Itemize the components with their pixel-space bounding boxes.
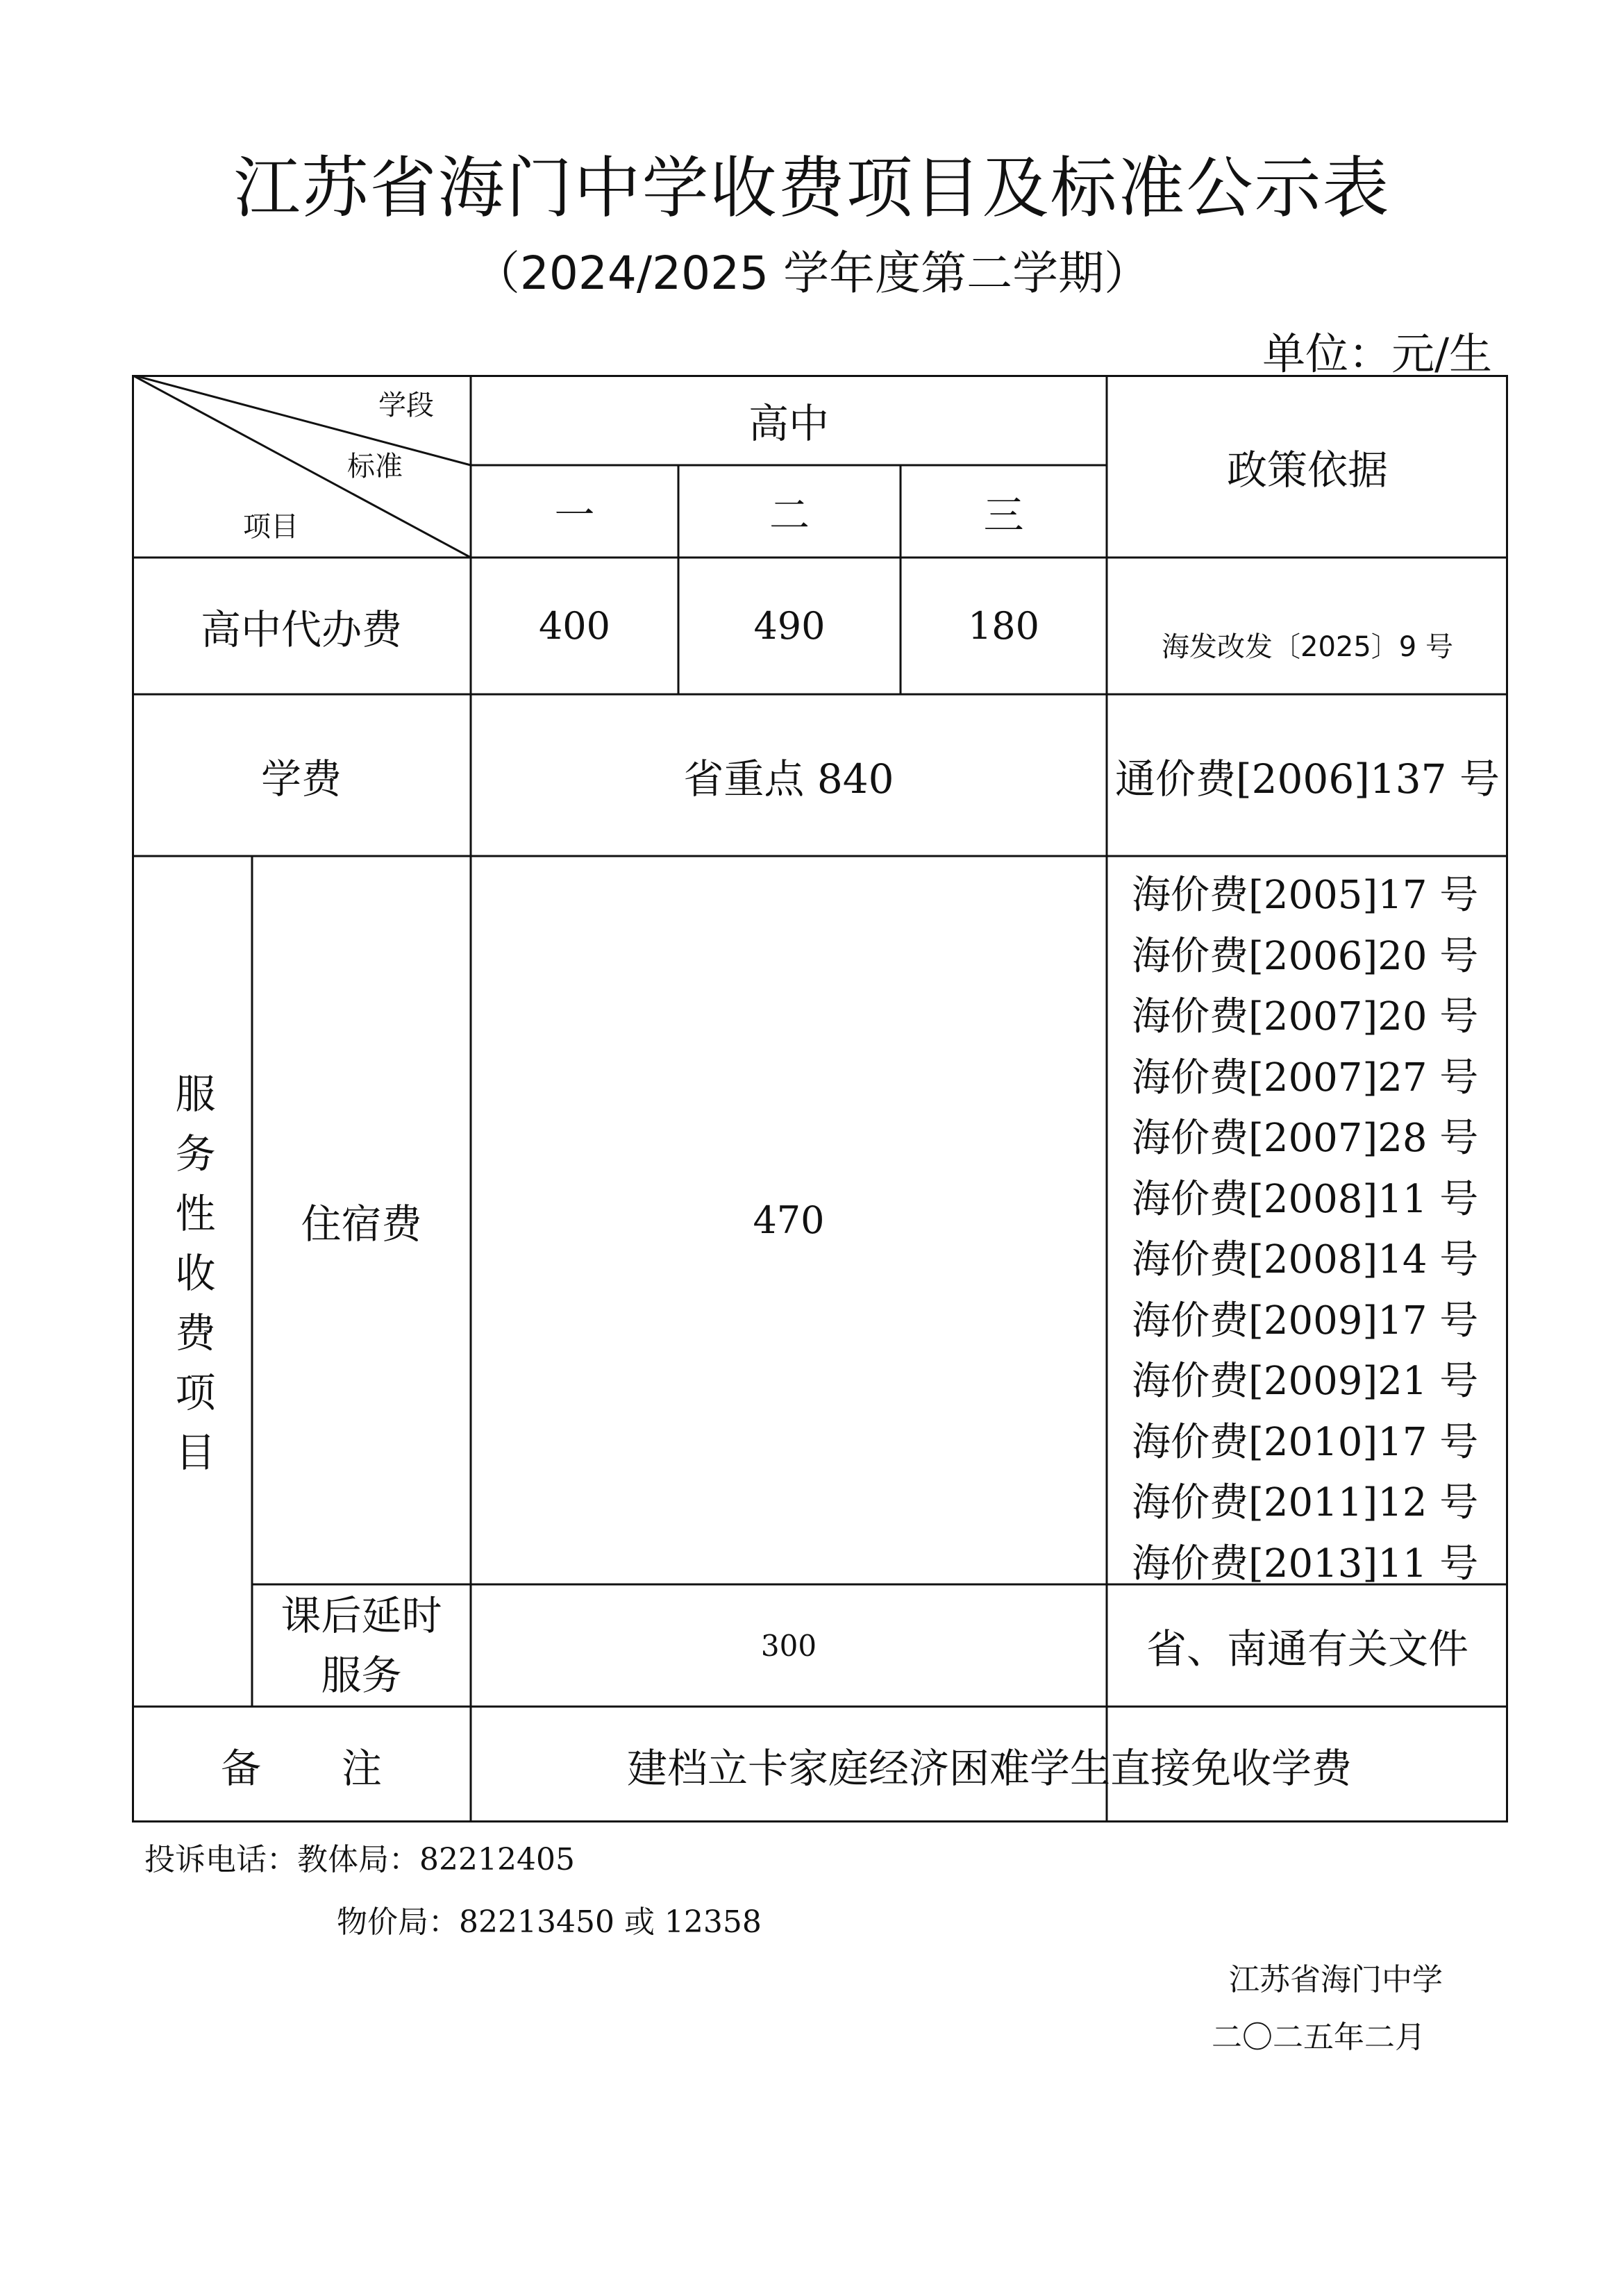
- daiban-label: 高中代办费: [200, 605, 402, 653]
- page-subtitle: （2024/2025 学年度第二学期）: [474, 246, 1150, 300]
- header-policy: 政策依据: [1226, 446, 1388, 494]
- lodging-policy-item: 海价费[2005]17 号: [1132, 873, 1479, 918]
- issuer-school: 江苏省海门中学: [1229, 1962, 1443, 1997]
- lodging-policy-item: 海价费[2009]17 号: [1132, 1298, 1479, 1343]
- header-grade-3: 三: [983, 491, 1024, 539]
- tuition-value: 省重点 840: [683, 755, 894, 803]
- daiban-grade-2-value: 490: [753, 604, 826, 648]
- fee-table: [132, 375, 1508, 1822]
- daiban-policy: 海发改发〔2025〕9 号: [1162, 631, 1453, 663]
- lodging-policy-item: 海价费[2008]11 号: [1132, 1176, 1479, 1222]
- afterschool-value: 300: [760, 1628, 817, 1663]
- afterschool-label-line2: 服务: [321, 1652, 402, 1699]
- service-group-label: 服务性收费项目: [168, 1072, 216, 1491]
- diag-header-stage: 学段: [378, 389, 434, 421]
- lodging-policy-item: 海价费[2007]28 号: [1132, 1116, 1479, 1161]
- header-level: 高中: [748, 400, 829, 447]
- complaint-phone-price-bureau: 物价局：82213450 或 12358: [337, 1904, 762, 1940]
- tuition-label: 学费: [260, 755, 342, 803]
- issue-date: 二〇二五年二月: [1212, 2020, 1425, 2055]
- header-grade-2: 二: [769, 491, 810, 539]
- remark-label: 备 注: [220, 1744, 382, 1792]
- diag-header-item: 项目: [243, 510, 299, 543]
- lodging-policy-item: 海价费[2013]11 号: [1132, 1541, 1479, 1586]
- lodging-policy-item: 海价费[2006]20 号: [1132, 933, 1479, 979]
- lodging-policy-item: 海价费[2008]14 号: [1132, 1237, 1479, 1282]
- remark-text: 建档立卡家庭经济困难学生直接免收学费: [626, 1744, 1352, 1792]
- tuition-policy: 通价费[2006]137 号: [1114, 755, 1500, 803]
- afterschool-label-line1: 课后延时: [281, 1592, 442, 1639]
- afterschool-label: [252, 1584, 471, 1707]
- afterschool-policy: 省、南通有关文件: [1146, 1625, 1468, 1673]
- lodging-label: 住宿费: [301, 1200, 422, 1248]
- daiban-grade-1-value: 400: [538, 604, 611, 648]
- header-grade-1: 一: [554, 491, 595, 539]
- daiban-grade-3-value: 180: [967, 604, 1040, 648]
- lodging-policy-list: [1132, 865, 1478, 1594]
- lodging-policy-item: 海价费[2007]27 号: [1132, 1055, 1479, 1100]
- complaint-phone-education: 投诉电话：教体局：82212405: [144, 1842, 575, 1877]
- page-title: 江苏省海门中学收费项目及标准公示表: [233, 149, 1391, 227]
- service-group-cell: [132, 856, 252, 1707]
- lodging-policy-item: 海价费[2007]20 号: [1132, 994, 1479, 1039]
- lodging-policy-item: 海价费[2011]12 号: [1132, 1480, 1479, 1525]
- lodging-policy-item: 海价费[2010]17 号: [1132, 1419, 1479, 1465]
- unit-label: 单位：元/生: [1262, 328, 1492, 379]
- lodging-value: 470: [753, 1198, 825, 1242]
- lodging-policy-item: 海价费[2009]21 号: [1132, 1359, 1479, 1404]
- diag-header-standard: 标准: [347, 450, 403, 483]
